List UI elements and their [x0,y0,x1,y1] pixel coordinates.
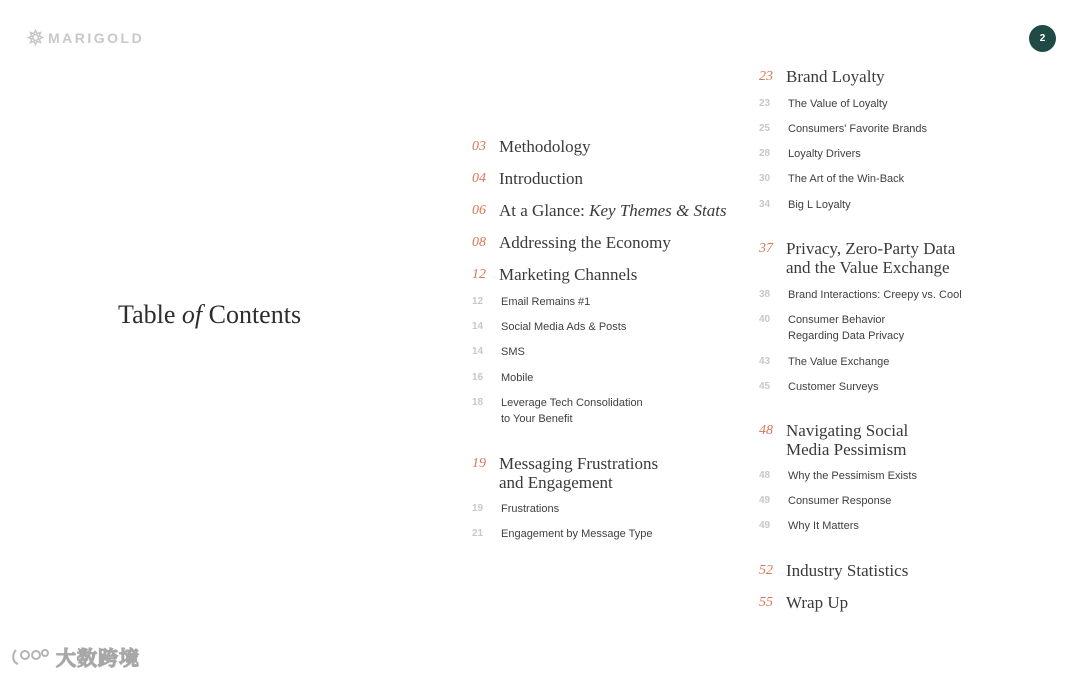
sub-title: Customer Surveys [788,381,879,393]
section-page-number: 55 [759,595,773,610]
sub-title: SMS [501,346,525,358]
section-page-number: 19 [472,456,486,471]
sub-page-number: 34 [759,199,771,210]
section-title-plain: At a Glance: [499,201,590,220]
title-part1: Table [118,300,182,329]
watermark [10,642,140,671]
sub-title-line1: Leverage Tech Consolidation [501,397,643,409]
sub-title: Email Remains #1 [501,296,591,308]
sub-title: Big L Loyalty [788,199,851,211]
sub-title [501,395,643,427]
section-page-number: 48 [759,423,773,438]
sub-title [788,312,904,344]
sub-title: Why the Pessimism Exists [788,470,917,482]
section-page-number: 08 [472,235,486,250]
sub-page-number: 28 [759,148,771,159]
brand-name: MARIGOLD [48,29,145,46]
sub-title: Social Media Ads & Posts [501,321,627,333]
sub-page-number: 43 [759,356,771,367]
sub-title: The Art of the Win-Back [788,173,905,185]
section-title: Wrap Up [786,593,849,612]
section-page-number: 23 [759,69,773,84]
sub-page-number: 45 [759,381,771,392]
section-title [786,239,955,277]
section-title: Marketing Channels [499,265,638,284]
sub-title: The Value of Loyalty [788,98,888,110]
sub-title: Frustrations [501,503,560,515]
page-title [118,300,301,330]
section-page-number: 52 [759,563,773,578]
sub-page-number: 48 [759,470,771,481]
sub-page-number: 38 [759,289,771,300]
sub-title-line1: Consumer Behavior [788,314,886,326]
section-title-line2: and the Value Exchange [786,258,950,277]
sub-title-line2: Regarding Data Privacy [788,330,905,342]
watermark-logo-icon [10,646,50,668]
page-number-badge: 2 [1029,25,1056,52]
section-title [786,421,908,459]
sub-title: Brand Interactions: Creepy vs. Cool [788,289,962,301]
sub-title: Consumers' Favorite Brands [788,123,928,135]
section-page-number: 37 [759,241,773,256]
sub-page-number: 19 [472,503,484,514]
sub-title: Consumer Response [788,495,892,507]
section-page-number: 06 [472,203,486,218]
sub-page-number: 14 [472,321,484,332]
section-title-italic: Key Themes & Stats [589,201,727,220]
sub-page-number: 49 [759,520,771,531]
sub-title: The Value Exchange [788,356,890,368]
watermark-text: 大数跨境 [56,648,140,670]
marigold-flower-icon [27,29,44,46]
sub-page-number: 23 [759,98,771,109]
sub-title: Loyalty Drivers [788,148,861,160]
sub-title: Engagement by Message Type [501,528,653,540]
section-title: Brand Loyalty [786,67,885,86]
section-title: Introduction [499,169,584,188]
section-title [499,201,727,220]
section-page-number: 04 [472,171,486,186]
section-title-line1: Messaging Frustrations [499,454,659,473]
sub-title: Why It Matters [788,520,859,532]
sub-page-number: 12 [472,296,484,307]
sub-page-number: 25 [759,123,771,134]
section-title [499,454,658,492]
section-title-line1: Privacy, Zero-Party Data [786,239,956,258]
title-part2: of [181,300,203,329]
section-title: Addressing the Economy [499,233,671,252]
sub-page-number: 49 [759,495,771,506]
sub-page-number: 21 [472,528,484,539]
sub-title-line2: to Your Benefit [501,413,573,425]
sub-page-number: 40 [759,314,771,325]
sub-title: Mobile [501,372,534,384]
section-page-number: 12 [472,267,486,282]
sub-page-number: 30 [759,173,771,184]
section-title-line1: Navigating Social [786,421,909,440]
section-page-number: 03 [472,139,486,154]
section-title: Industry Statistics [786,561,909,580]
brand-logo [27,29,144,46]
sub-page-number: 14 [472,346,484,357]
section-title: Methodology [499,137,591,156]
sub-page-number: 18 [472,397,484,408]
section-title-line2: and Engagement [499,473,613,492]
sub-page-number: 16 [472,372,484,383]
title-part3: Contents [202,300,302,329]
section-title-line2: Media Pessimism [786,440,907,459]
